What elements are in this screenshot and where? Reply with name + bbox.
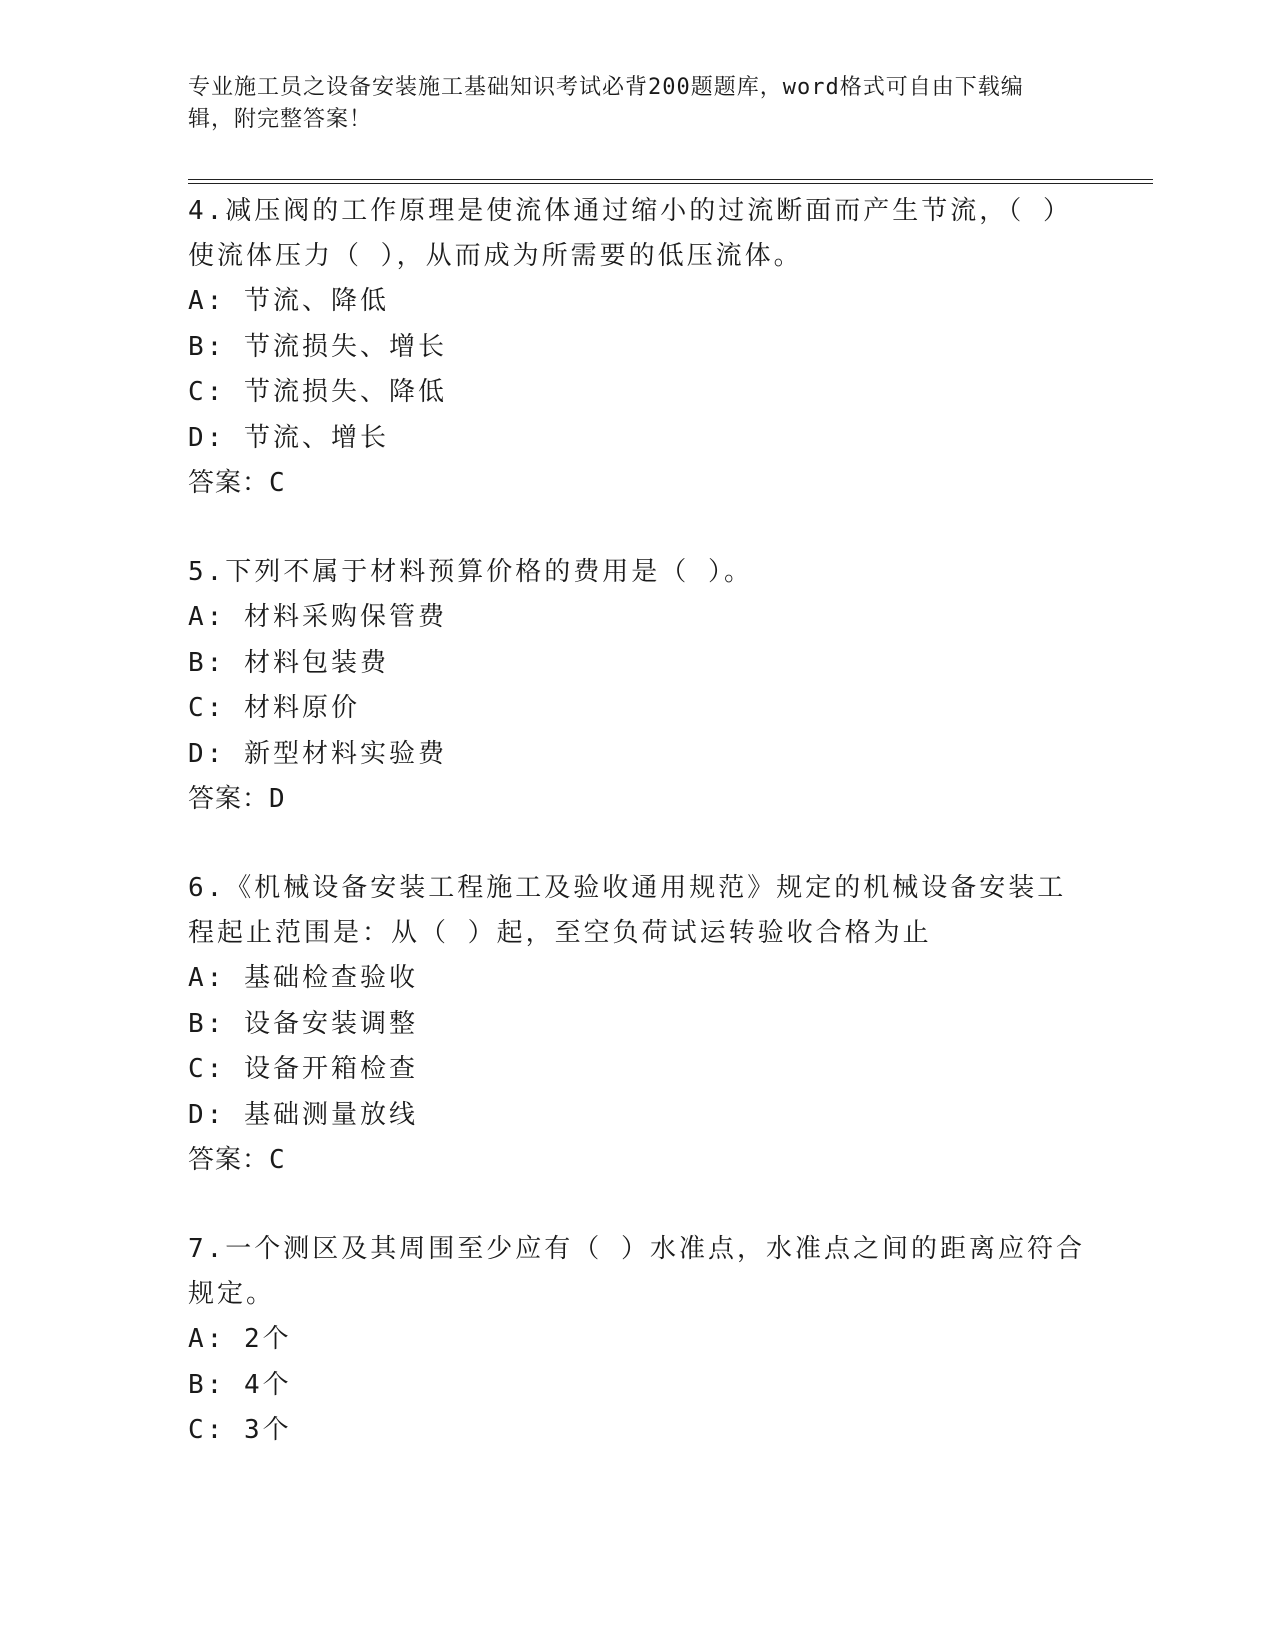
option-b: B: 材料包装费 [188,647,389,678]
option-c: C: 材料原价 [188,693,360,723]
option-a: A: 2个 [188,1324,292,1354]
question-stem: 7.一个测区及其周围至少应有（ ）水准点，水准点之间的距离应符合规定。 [188,1234,1085,1309]
question-stem: 5.下列不属于材料预算价格的费用是（ ）。 [188,557,753,587]
question-5 [188,550,1088,822]
option-c: C: 3个 [188,1415,292,1445]
question-stem: 4.减压阀的工作原理是使流体通过缩小的过流断面而产生节流，（ ）使流体压力（ ），从而成为所需要的低压流体。 [188,196,1072,271]
option-a: A: 基础检查验收 [188,963,418,993]
option-a: A: 材料采购保管费 [188,602,447,632]
option-d: D: 节流、增长 [188,422,389,453]
answer-value: D [269,784,286,814]
answer-line [188,1138,1088,1183]
answer-line [188,461,1088,506]
header-divider-bottom [188,183,1153,184]
question-stem: 6.《机械设备安装工程施工及验收通用规范》规定的机械设备安装工程起止范围是：从（ ）起，至空负荷试运转验收合格为止 [188,873,1067,948]
question-list [188,189,1088,1498]
option-b: B: 4个 [188,1369,292,1400]
option-c: C: 设备开箱检查 [188,1054,418,1084]
header-divider-top [188,179,1153,180]
question-6 [188,866,1088,1183]
option-d: D: 新型材料实验费 [188,738,447,769]
answer-label: 答案： [188,784,270,814]
question-7 [188,1227,1088,1454]
option-b: B: 设备安装调整 [188,1008,418,1039]
option-b: B: 节流损失、增长 [188,331,447,362]
answer-value: C [269,1145,286,1175]
option-d: D: 基础测量放线 [188,1099,418,1130]
option-c: C: 节流损失、降低 [188,377,447,407]
answer-value: C [269,468,286,498]
question-4 [188,189,1088,506]
answer-line [188,777,1088,822]
answer-label: 答案： [188,1145,270,1175]
document-header: 专业施工员之设备安装施工基础知识考试必背200题题库，word格式可自由下载编辑，附完整答案！ [188,75,1024,132]
option-a: A: 节流、降低 [188,286,389,316]
answer-label: 答案： [188,468,270,498]
